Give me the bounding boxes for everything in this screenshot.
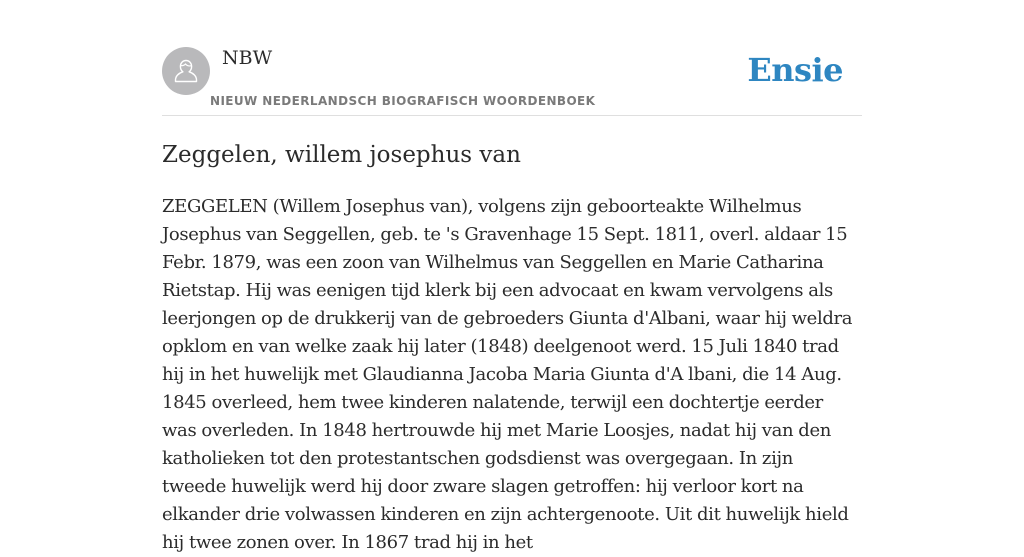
source-full-name: NIEUW NEDERLANDSCH BIOGRAFISCH WOORDENBOEK — [210, 94, 596, 108]
user-silhouette-icon — [173, 57, 199, 85]
article-body: ZEGGELEN (Willem Josephus van), volgens zijn geboorteakte Wilhelmus Josephus van Seggellen, geb. te 's Gravenhage 15 Sept. 1811, overl. aldaar 15 Febr. 1879, was een zoon van Wilhelmus van Seggellen en Marie Catharina Rietstap. Hij was eenigen tijd klerk bij een advocaat en kwam vervolgens als leerjongen op de drukkerij van de gebroeders Giunta d'Albani, waar hij weldra opklom en van welke zaak hij later (1848) deelgenoot werd. 15 Juli 1840 trad hij in het huwelijk met Glaudianna Jacoba Maria Giunta d'A lbani, die 14 Aug. 1845 overleed, hem twee kinderen nalatende, terwijl een dochtertje eerder was overleden. In 1848 hertrouwde hij met Marie Loosjes, nadat hij van den katholieken tot den protestantschen godsdienst was overgegaan. In zijn tweede huwelijk werd hij door zware slagen getroffen: hij verloor kort na elkander drie volwassen kinderen en zijn achtergenoote. Uit dit huwelijk hield hij twee zonen over. In 1867 trad hij in het — [162, 196, 853, 553]
source-abbreviation[interactable]: NBW — [222, 47, 273, 69]
ensie-logo[interactable]: Ensie — [747, 51, 843, 89]
article-title: Zeggelen, willem josephus van — [162, 142, 521, 168]
source-header — [162, 46, 862, 116]
avatar[interactable] — [162, 47, 210, 95]
